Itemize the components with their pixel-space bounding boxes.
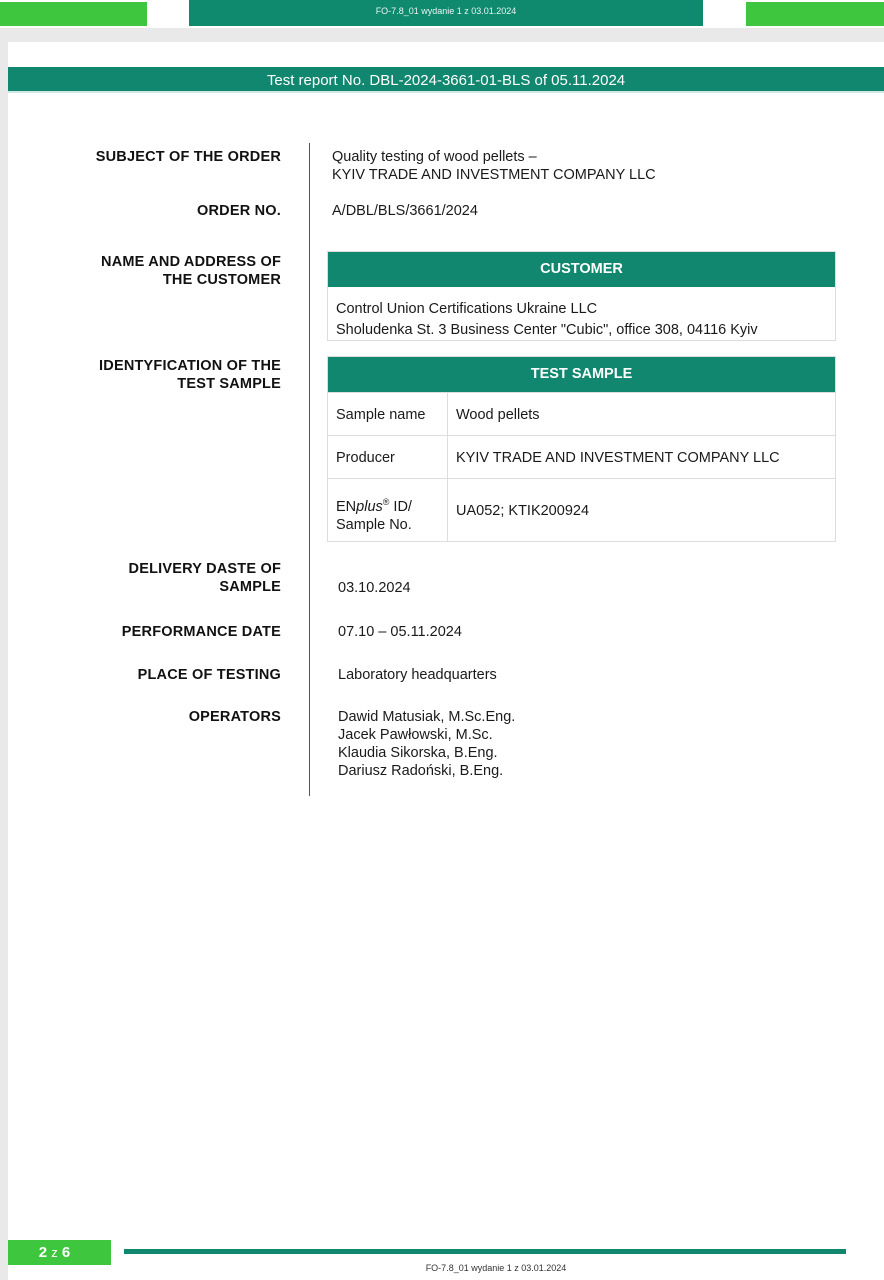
enplus-suffix: ID/ [389, 498, 412, 515]
test-sample-box [327, 356, 836, 542]
delivery-label [129, 560, 281, 596]
title-underline [8, 91, 884, 93]
sample-row-name-value: Wood pellets [456, 407, 540, 423]
header-green-block-right [746, 2, 884, 26]
performance-value: 07.10 – 05.11.2024 [338, 624, 462, 640]
customer-label-line-2: THE CUSTOMER [162, 272, 281, 288]
delivery-value: 03.10.2024 [338, 580, 411, 596]
enplus-registered: ® [382, 497, 390, 507]
subject-value [332, 148, 656, 184]
header-green-block-left [0, 2, 147, 26]
sample-row-enplus [328, 478, 835, 541]
customer-label-line-1: NAME AND ADDRESS OF [101, 254, 281, 270]
page-separator: z [51, 1245, 58, 1260]
customer-box [327, 251, 836, 341]
document-page [8, 42, 884, 1280]
report-title: Test report No. DBL-2024-3661-01-BLS of 05.11.2024 [266, 72, 626, 89]
enplus-label-line-2: Sample No. [336, 516, 412, 533]
sample-label [99, 357, 281, 393]
enplus-italic: plus [356, 498, 383, 515]
section-divider-line [309, 143, 310, 796]
subject-label: SUBJECT OF THE ORDER [95, 149, 281, 165]
customer-label [101, 253, 281, 289]
performance-label: PERFORMANCE DATE [121, 624, 281, 640]
test-sample-box-header: TEST SAMPLE [328, 357, 835, 392]
operators-list [338, 708, 515, 780]
customer-box-header: CUSTOMER [328, 252, 835, 287]
customer-name: Control Union Certifications Ukraine LLC [336, 301, 598, 317]
place-value: Laboratory headquarters [338, 667, 497, 683]
subject-line-2: KYIV TRADE AND INVESTMENT COMPANY LLC [332, 167, 656, 183]
page-current: 2 [38, 1244, 48, 1261]
header-form-code: FO-7.8_01 wydanie 1 z 03.01.2024 [375, 6, 517, 16]
top-header-bar [0, 0, 884, 28]
operator-1: Dawid Matusiak, M.Sc.Eng. [338, 709, 516, 725]
page-total: 6 [61, 1244, 71, 1261]
operator-2: Jacek Pawłowski, M.Sc. [338, 727, 493, 743]
sample-row-enplus-label [336, 493, 412, 534]
operators-label: OPERATORS [188, 709, 281, 725]
delivery-label-line-2: SAMPLE [219, 579, 281, 595]
order-label: ORDER NO. [197, 203, 281, 219]
customer-address: Sholudenka St. 3 Business Center "Cubic", office 308, 04116 Kyiv [336, 322, 758, 338]
sample-row-producer-label: Producer [336, 450, 395, 466]
footer-line [124, 1249, 846, 1254]
order-value: A/DBL/BLS/3661/2024 [332, 203, 478, 219]
sample-label-line-1: IDENTYFICATION OF THE [99, 358, 281, 374]
sample-row-producer-value: KYIV TRADE AND INVESTMENT COMPANY LLC [456, 450, 780, 466]
customer-box-body [328, 287, 835, 340]
enplus-prefix: EN [336, 498, 357, 515]
operator-4: Dariusz Radoński, B.Eng. [338, 763, 504, 779]
sample-row-name [328, 392, 835, 435]
subject-line-1: Quality testing of wood pellets – [332, 149, 537, 165]
enplus-label-line-1 [336, 493, 412, 516]
delivery-label-line-1: DELIVERY DASTE OF [128, 561, 281, 577]
sample-row-producer [328, 435, 835, 478]
operator-3: Klaudia Sikorska, B.Eng. [338, 745, 498, 761]
footer-form-code: FO-7.8_01 wydanie 1 z 03.01.2024 [425, 1263, 567, 1273]
page-indicator [8, 1244, 101, 1261]
place-label: PLACE OF TESTING [137, 667, 281, 683]
sample-row-enplus-value: UA052; KTIK200924 [456, 503, 590, 519]
sample-row-name-label: Sample name [336, 407, 426, 423]
sample-label-line-2: TEST SAMPLE [177, 376, 281, 392]
